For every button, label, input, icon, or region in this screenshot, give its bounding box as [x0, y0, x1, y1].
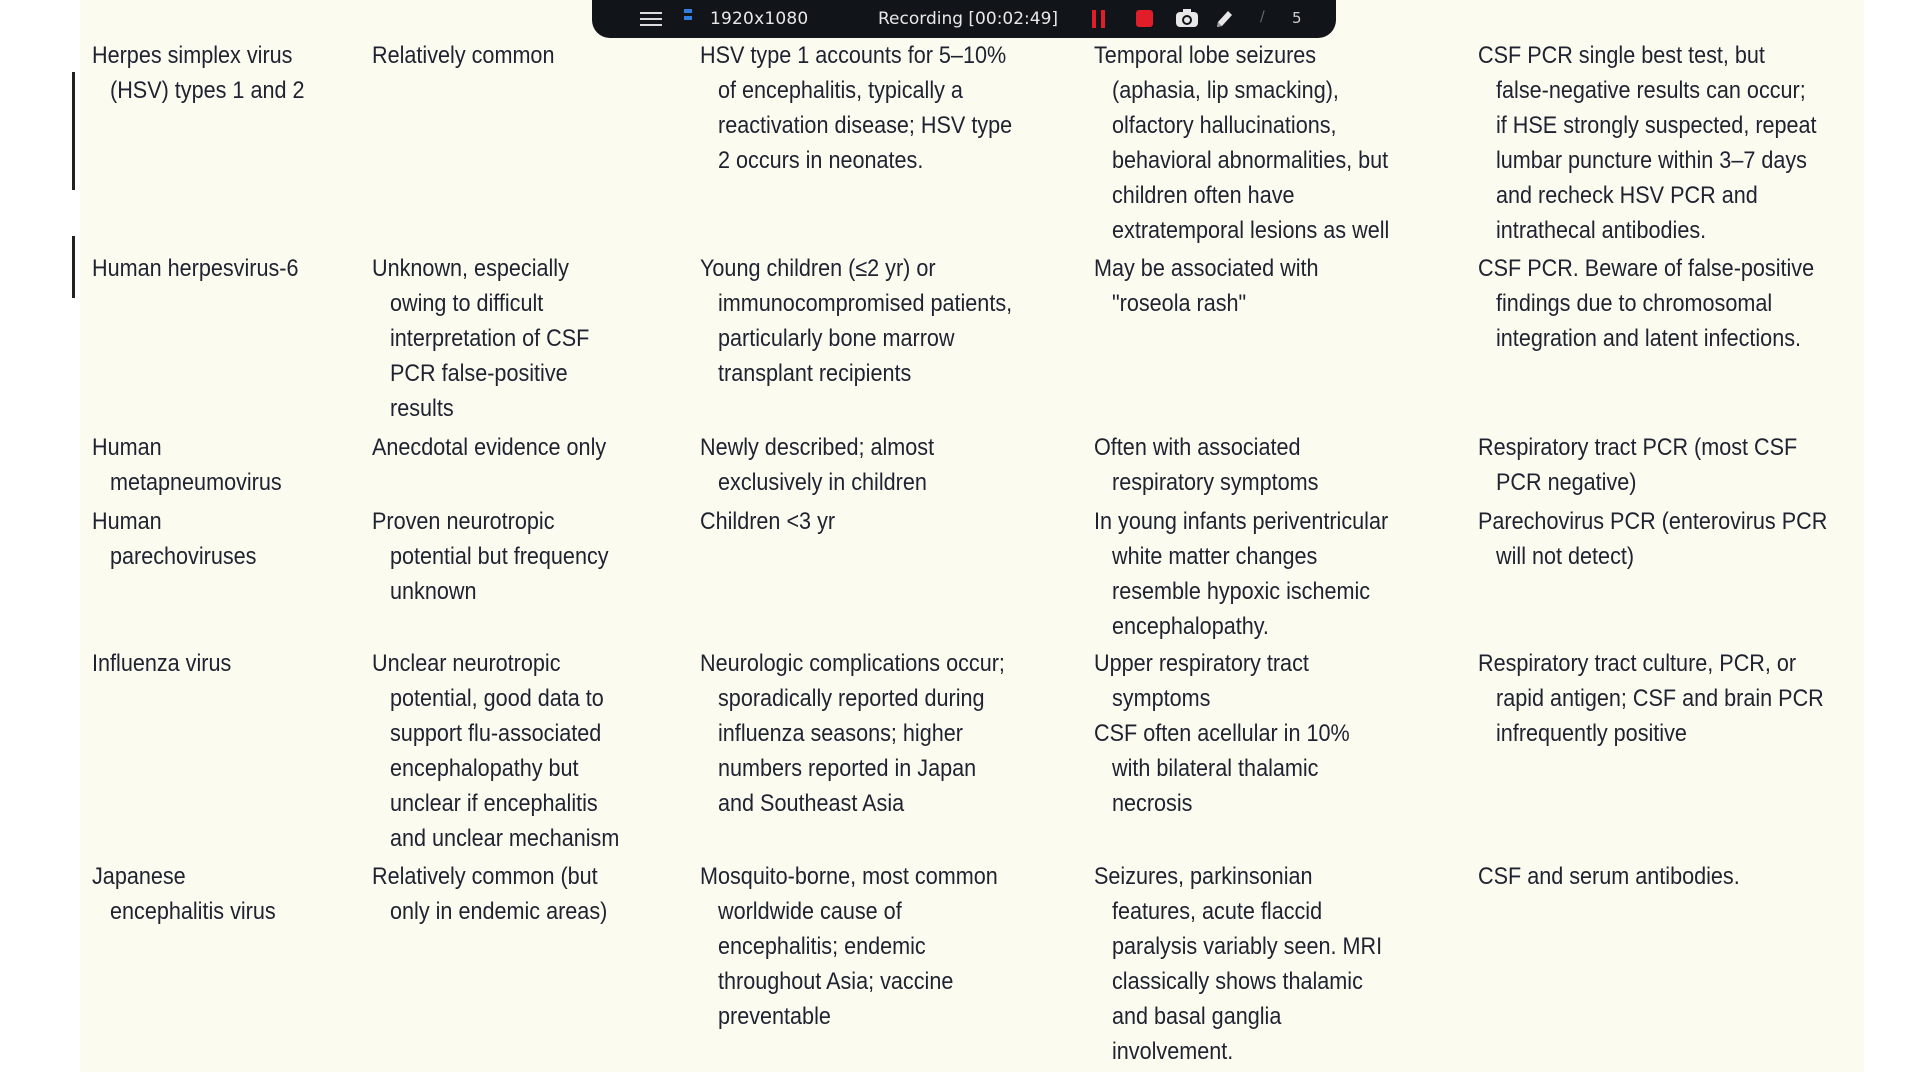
table-cell-line: CSF PCR single best test, but: [1478, 42, 1765, 69]
table-cell-population: [700, 430, 934, 500]
table-cell-line: and recheck HSV PCR and: [1496, 182, 1758, 209]
table-cell-line: Mosquito-borne, most common: [700, 863, 998, 890]
table-cell-line: encephalitis virus: [110, 898, 276, 925]
table-cell-line: children often have: [1112, 182, 1295, 209]
table-cell-frequency: [372, 504, 609, 609]
table-cell-line: Anecdotal evidence only: [372, 434, 607, 461]
left-margin-rule: [72, 236, 75, 298]
table-cell-line: "roseola rash": [1112, 290, 1247, 317]
table-cell-line: intrathecal antibodies.: [1496, 217, 1707, 244]
table-cell-line: Respiratory tract PCR (most CSF: [1478, 434, 1798, 461]
table-cell-line: PCR false-positive: [390, 360, 568, 387]
table-cell-line: encephalopathy but: [390, 755, 579, 782]
table-cell-line: Human herpesvirus-6: [92, 255, 299, 282]
table-cell-line: Herpes simplex virus: [92, 42, 293, 69]
table-cell-line: throughout Asia; vaccine: [718, 968, 954, 995]
table-cell-line: Children <3 yr: [700, 508, 836, 535]
table-cell-line: paralysis variably seen. MRI: [1112, 933, 1383, 960]
table-cell-virus: [92, 859, 276, 929]
table-cell-line: will not detect): [1496, 543, 1635, 570]
table-cell-line: Parechovirus PCR (enterovirus PCR: [1478, 508, 1828, 535]
left-margin-rule: [72, 72, 75, 190]
table-cell-line: Human: [92, 434, 162, 461]
table-cell-line: symptoms: [1112, 685, 1211, 712]
table-cell-line: CSF and serum antibodies.: [1478, 863, 1740, 890]
table-cell-diagnosis: [1478, 646, 1824, 751]
table-cell-line: Upper respiratory tract: [1094, 650, 1309, 677]
table-cell-line: only in endemic areas): [390, 898, 608, 925]
table-cell-line: respiratory symptoms: [1112, 469, 1319, 496]
table-cell-line: extratemporal lesions as well: [1112, 217, 1390, 244]
table-cell-population: [700, 646, 1005, 821]
table-cell-population: [700, 251, 1012, 391]
table-cell-line: Seizures, parkinsonian: [1094, 863, 1313, 890]
menu-icon[interactable]: [640, 9, 662, 27]
table-cell-line: (HSV) types 1 and 2: [110, 77, 305, 104]
table-cell-line: unclear if encephalitis: [390, 790, 598, 817]
table-cell-line: Relatively common: [372, 42, 555, 69]
table-cell-population: [700, 38, 1012, 178]
table-cell-population: [700, 504, 835, 539]
table-cell-line: interpretation of CSF: [390, 325, 590, 352]
table-cell-line: if HSE strongly suspected, repeat: [1496, 112, 1817, 139]
table-cell-frequency: [372, 251, 589, 426]
table-cell-line: false-negative results can occur;: [1496, 77, 1806, 104]
pause-icon[interactable]: [1092, 10, 1106, 28]
table-cell-line: 2 occurs in neonates.: [718, 147, 924, 174]
table-cell-line: encephalopathy.: [1112, 613, 1269, 640]
table-cell-virus: [92, 646, 231, 681]
table-cell-line: sporadically reported during: [718, 685, 985, 712]
table-cell-virus: [92, 430, 282, 500]
table-cell-line: reactivation disease; HSV type: [718, 112, 1013, 139]
table-cell-line: white matter changes: [1112, 543, 1318, 570]
table-cell-line: Young children (≤2 yr) or: [700, 255, 936, 282]
pen-icon[interactable]: [1214, 8, 1234, 30]
table-cell-frequency: [372, 38, 554, 73]
table-cell-line: transplant recipients: [718, 360, 912, 387]
table-cell-line: Temporal lobe seizures: [1094, 42, 1317, 69]
table-cell-diagnosis: [1478, 859, 1740, 894]
table-cell-virus: [92, 504, 256, 574]
table-cell-line: encephalitis; endemic: [718, 933, 926, 960]
table-cell-line: features, acute flaccid: [1112, 898, 1323, 925]
table-cell-line: preventable: [718, 1003, 831, 1030]
table-cell-line: CSF often acellular in 10%: [1094, 720, 1350, 747]
table-cell-virus: [92, 38, 304, 108]
table-cell-line: Proven neurotropic: [372, 508, 555, 535]
table-cell-clinical: [1094, 251, 1319, 321]
table-cell-diagnosis: [1478, 430, 1797, 500]
table-cell-line: parechoviruses: [110, 543, 257, 570]
table-cell-line: and Southeast Asia: [718, 790, 905, 817]
stop-icon[interactable]: [1136, 10, 1153, 27]
table-cell-clinical: [1094, 38, 1389, 248]
table-cell-line: Japanese: [92, 863, 186, 890]
table-cell-population: [700, 859, 998, 1034]
table-cell-line: Relatively common (but: [372, 863, 598, 890]
dim-divider: /: [1260, 9, 1265, 25]
table-cell-line: potential but frequency: [390, 543, 609, 570]
table-cell-line: influenza seasons; higher: [718, 720, 963, 747]
table-cell-line: immunocompromised patients,: [718, 290, 1013, 317]
table-cell-line: Influenza virus: [92, 650, 232, 677]
table-cell-line: Often with associated: [1094, 434, 1301, 461]
table-cell-line: unknown: [390, 578, 477, 605]
table-cell-line: behavioral abnormalities, but: [1112, 147, 1389, 174]
table-cell-line: Newly described; almost: [700, 434, 935, 461]
table-cell-line: HSV type 1 accounts for 5–10%: [700, 42, 1007, 69]
table-cell-line: metapneumovirus: [110, 469, 282, 496]
toolbar-extra: 5: [1292, 9, 1302, 27]
table-cell-line: worldwide cause of: [718, 898, 902, 925]
table-cell-line: Human: [92, 508, 162, 535]
monitor-icon[interactable]: [684, 9, 694, 27]
table-cell-clinical: [1094, 646, 1350, 821]
table-cell-line: and basal ganglia: [1112, 1003, 1282, 1030]
table-cell-line: involvement.: [1112, 1038, 1234, 1065]
table-cell-frequency: [372, 859, 607, 929]
table-cell-line: potential, good data to: [390, 685, 604, 712]
table-cell-clinical: [1094, 504, 1388, 644]
table-cell-line: and unclear mechanism: [390, 825, 620, 852]
table-cell-line: (aphasia, lip smacking),: [1112, 77, 1339, 104]
table-cell-line: numbers reported in Japan: [718, 755, 977, 782]
table-cell-line: resemble hypoxic ischemic: [1112, 578, 1371, 605]
table-cell-line: Neurologic complications occur;: [700, 650, 1005, 677]
table-cell-line: Unknown, especially: [372, 255, 569, 282]
table-cell-line: owing to difficult: [390, 290, 544, 317]
table-cell-line: In young infants periventricular: [1094, 508, 1389, 535]
table-cell-line: classically shows thalamic: [1112, 968, 1363, 995]
table-cell-frequency: [372, 646, 619, 856]
screen-recorder-toolbar: [592, 0, 1336, 38]
table-cell-line: Respiratory tract culture, PCR, or: [1478, 650, 1797, 677]
table-cell-line: integration and latent infections.: [1496, 325, 1802, 352]
table-cell-virus: [92, 251, 298, 286]
table-cell-frequency: [372, 430, 606, 465]
table-cell-line: findings due to chromosomal: [1496, 290, 1773, 317]
table-cell-line: exclusively in children: [718, 469, 927, 496]
camera-icon[interactable]: [1176, 9, 1198, 27]
table-cell-diagnosis: [1478, 38, 1817, 248]
table-cell-line: particularly bone marrow: [718, 325, 955, 352]
table-cell-line: PCR negative): [1496, 469, 1637, 496]
table-cell-clinical: [1094, 859, 1382, 1069]
table-cell-line: infrequently positive: [1496, 720, 1687, 747]
table-cell-diagnosis: [1478, 251, 1814, 356]
table-cell-line: rapid antigen; CSF and brain PCR: [1496, 685, 1824, 712]
table-cell-line: olfactory hallucinations,: [1112, 112, 1337, 139]
table-cell-clinical: [1094, 430, 1318, 500]
table-cell-line: necrosis: [1112, 790, 1193, 817]
resolution-label: 1920x1080: [710, 9, 809, 29]
table-cell-line: support flu-associated: [390, 720, 602, 747]
table-cell-line: CSF PCR. Beware of false-positive: [1478, 255, 1815, 282]
table-cell-diagnosis: [1478, 504, 1827, 574]
table-cell-line: with bilateral thalamic: [1112, 755, 1319, 782]
table-cell-line: of encephalitis, typically a: [718, 77, 963, 104]
table-cell-line: May be associated with: [1094, 255, 1319, 282]
table-cell-line: lumbar puncture within 3–7 days: [1496, 147, 1807, 174]
recording-status: Recording [00:02:49]: [878, 9, 1059, 29]
table-cell-line: results: [390, 395, 454, 422]
table-cell-line: Unclear neurotropic: [372, 650, 561, 677]
